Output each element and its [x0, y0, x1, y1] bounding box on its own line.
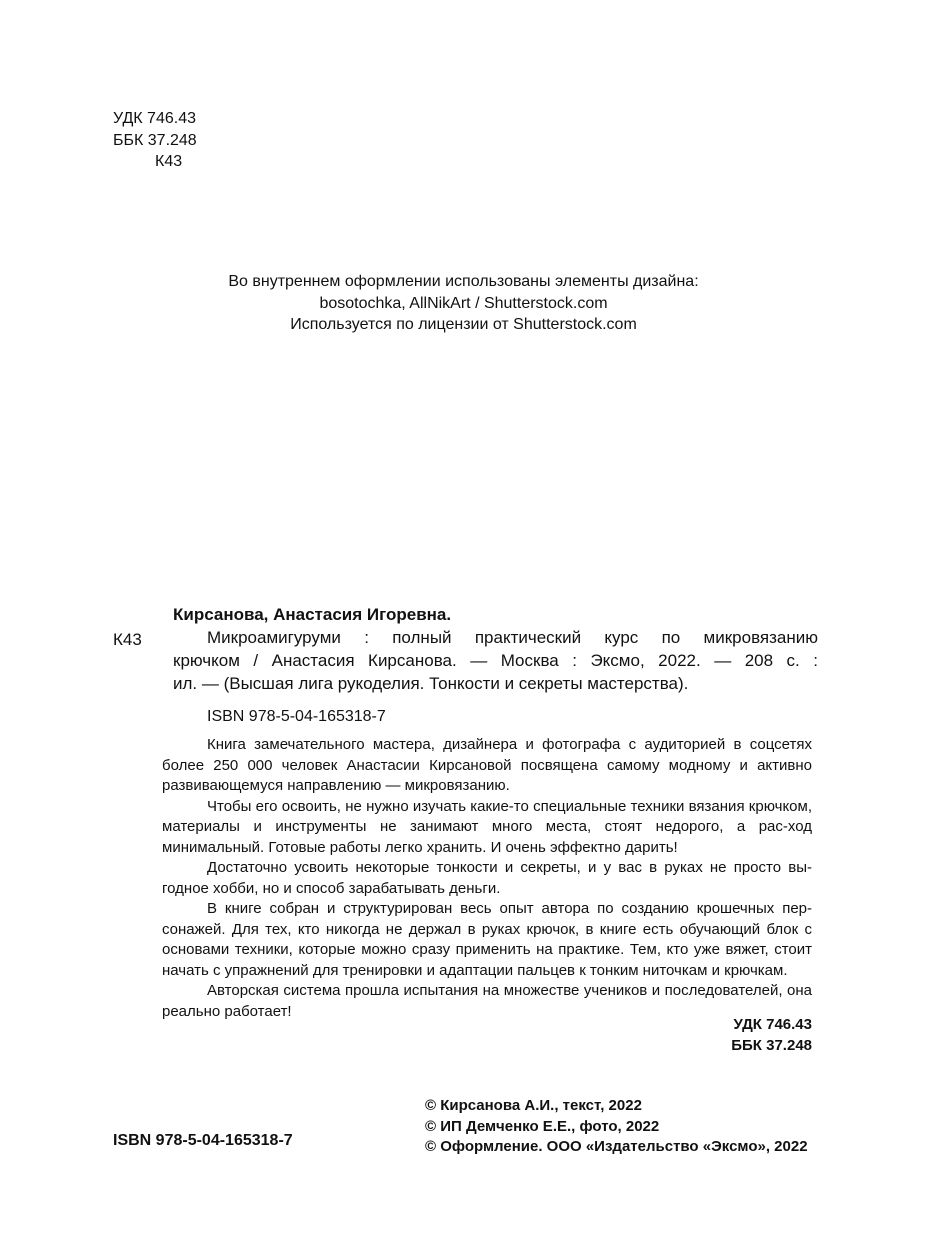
bib-record [173, 603, 818, 695]
design-credits-line3: Используется по лицензии от Shutterstock.com [290, 316, 637, 333]
copyright-block [425, 1096, 808, 1158]
copyright-line: © Оформление. ООО «Издательство «Эксмо», 2022 [425, 1138, 808, 1155]
bib-author: Кирсанова, Анастасия Игоревна. [173, 605, 452, 624]
bib-title-line2: крючком / Анастасия Кирсанова. — Москва : Эксмо, 2022. — 208 с. : [173, 651, 818, 670]
design-credits-line1: Во внутреннем оформлении использованы элементы дизайна: [228, 273, 699, 290]
annotation-paragraph: Чтобы его освоить, не нужно изучать какие-то специальные техники вязания крючком, материалы и инструменты не занимают много места, стоят недорого, а рас-ход минимальный. Готовые работы легко хранить. И очень эффектно дарить! [162, 797, 812, 856]
annotation-paragraph: В книге собран и структурирован весь опыт автора по созданию крошечных пер-сонажей. Для тех, кто никогда не держал в руках крючок, в книге есть обучающий блок с основами техники, которые можно сразу применить на практике. Тем, кто уже вяжет, стоит начать с упражнений для тренировки и адаптации пальцев к тонким ниточкам и крючкам. [162, 900, 812, 979]
design-credits [0, 271, 927, 336]
footer-isbn: ISBN 978-5-04-165318-7 [113, 1132, 293, 1149]
copyright-line: © Кирсанова А.И., текст, 2022 [425, 1097, 642, 1114]
bib-title-line3: ил. — (Высшая лига рукоделия. Тонкости и секреты мастерства). [173, 674, 689, 693]
bbk-code-bottom: ББК 37.248 [731, 1036, 812, 1054]
bib-title-line1: Микроамигуруми : полный практический курс по микровязанию [207, 628, 818, 647]
copyright-line: © ИП Демченко Е.Е., фото, 2022 [425, 1117, 660, 1135]
author-sign: К43 [155, 153, 183, 170]
classification-codes-top [113, 108, 197, 173]
annotation-paragraph: Авторская система прошла испытания на множестве учеников и последователей, она реально работает! [162, 982, 812, 1020]
bbk-code: ББК 37.248 [113, 131, 197, 149]
design-credits-line2: bosotochka, AllNikArt / Shutterstock.com [319, 294, 608, 312]
udk-code-bottom: УДК 746.43 [733, 1016, 812, 1033]
udk-code: УДК 746.43 [113, 110, 196, 127]
annotation [162, 735, 812, 1022]
bib-author-sign: К43 [113, 630, 142, 649]
classification-codes-bottom [600, 1015, 812, 1056]
bib-isbn: ISBN 978-5-04-165318-7 [207, 708, 386, 725]
annotation-paragraph: Достаточно усвоить некоторые тонкости и секреты, и у вас в руках не просто вы-годное хобби, но и способ зарабатывать деньги. [162, 859, 812, 897]
annotation-paragraph: Книга замечательного мастера, дизайнера и фотографа с аудиторией в соцсетях более 250 000 человек Анастасии Кирсановой посвящена самому модному и активно развивающемуся направлению — микровязанию. [162, 736, 812, 794]
